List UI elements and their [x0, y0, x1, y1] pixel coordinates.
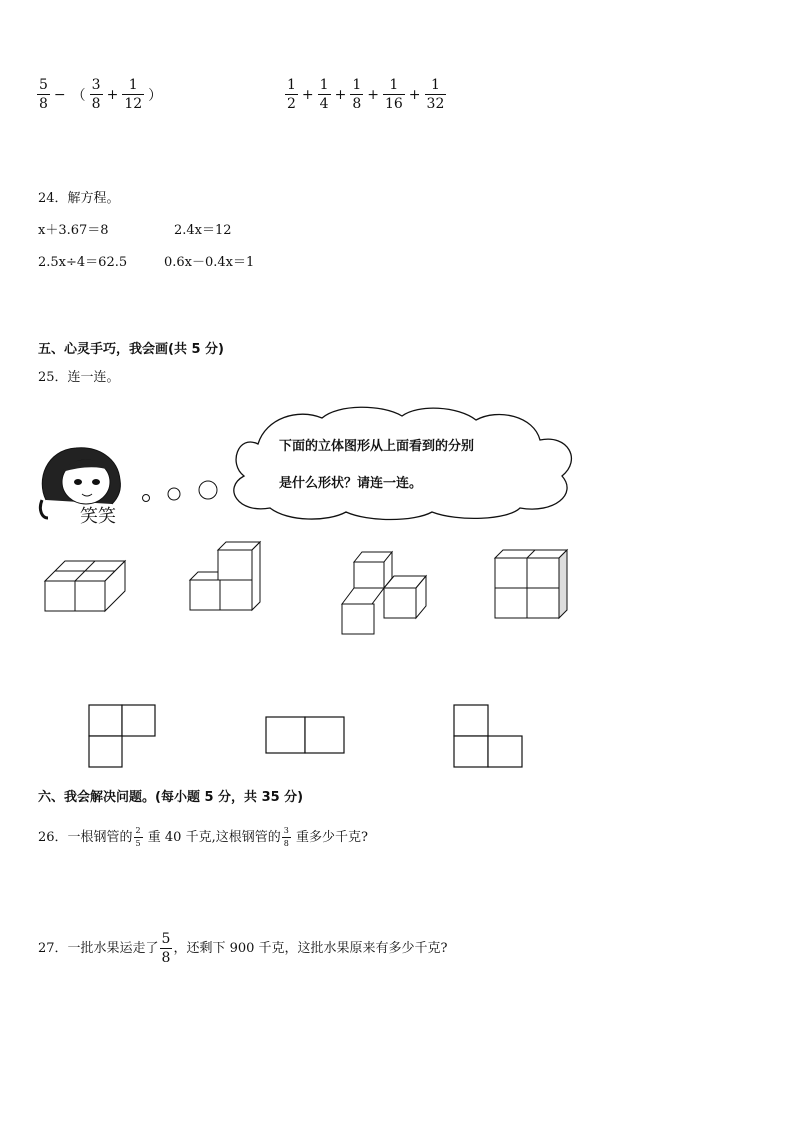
solid-figure-2: [188, 540, 268, 612]
equation-3: 2.5x÷4＝62.5: [38, 255, 128, 270]
fraction: $\frac{5}{8}$: [39, 77, 48, 112]
fraction: $\frac{1}{12}$: [124, 77, 143, 112]
solid-figure-4: [493, 548, 569, 620]
section-5-title: 五、心灵手巧，我会画(共 5 分): [38, 342, 224, 357]
question-26: 26．一根钢管的 $\frac{2}{5}$ 重 40 千克,这根钢管的 $\frac{3}{8}$ 重多少千克?: [38, 826, 368, 848]
thought-cloud: [218, 404, 580, 522]
top-view-2: [265, 716, 347, 756]
fraction: $\frac{1}{16}$: [384, 77, 403, 112]
fraction: $\frac{1}{2}$: [287, 77, 296, 112]
fraction: $\frac{1}{32}$: [426, 77, 445, 112]
section-6-title: 六、我会解决问题。(每小题 5 分，共 35 分): [38, 790, 304, 805]
fraction: $\frac{3}{8}$: [283, 826, 289, 848]
fraction: $\frac{1}{8}$: [352, 77, 362, 112]
top-view-1: [88, 704, 158, 770]
question-24-label: 24．解方程。: [38, 191, 120, 206]
solid-figure-3: [340, 548, 430, 636]
equation-4: 0.6x－0.4x＝1: [164, 255, 255, 270]
bubble-text-line-2: 是什么形状？请连一连。: [279, 476, 423, 491]
girl-caption: 笑笑: [80, 506, 116, 527]
expression-2: $\frac{1}{2}$ + $\frac{1}{4}$ + $\frac{1}{8}$ + $\frac{1}{16}$ + $\frac{1}{32}$: [287, 77, 445, 112]
top-view-3: [453, 704, 525, 770]
question-25-label: 25．连一连。: [38, 370, 120, 385]
equation-1: x＋3.67＝8: [38, 223, 109, 238]
fraction: $\frac{1}{4}$: [319, 77, 329, 112]
solid-figure-1: [43, 555, 123, 615]
equation-2: 2.4x＝12: [174, 223, 232, 238]
question-27: 27．一批水果运走了 $\frac{5}{8}$ ，还剩下 900 千克，这批水果原来有多少千克?: [38, 931, 448, 966]
expression-1: $\frac{5}{8}$ − （ $\frac{3}{8}$ + $\frac{1}{12}$ ）: [39, 77, 163, 112]
thought-dots: [138, 478, 218, 508]
bubble-text-line-1: 下面的立体图形从上面看到的分别: [279, 439, 475, 454]
fraction: $\frac{2}{5}$: [135, 826, 141, 848]
fraction: $\frac{5}{8}$: [161, 931, 171, 966]
fraction: $\frac{3}{8}$: [91, 77, 101, 112]
